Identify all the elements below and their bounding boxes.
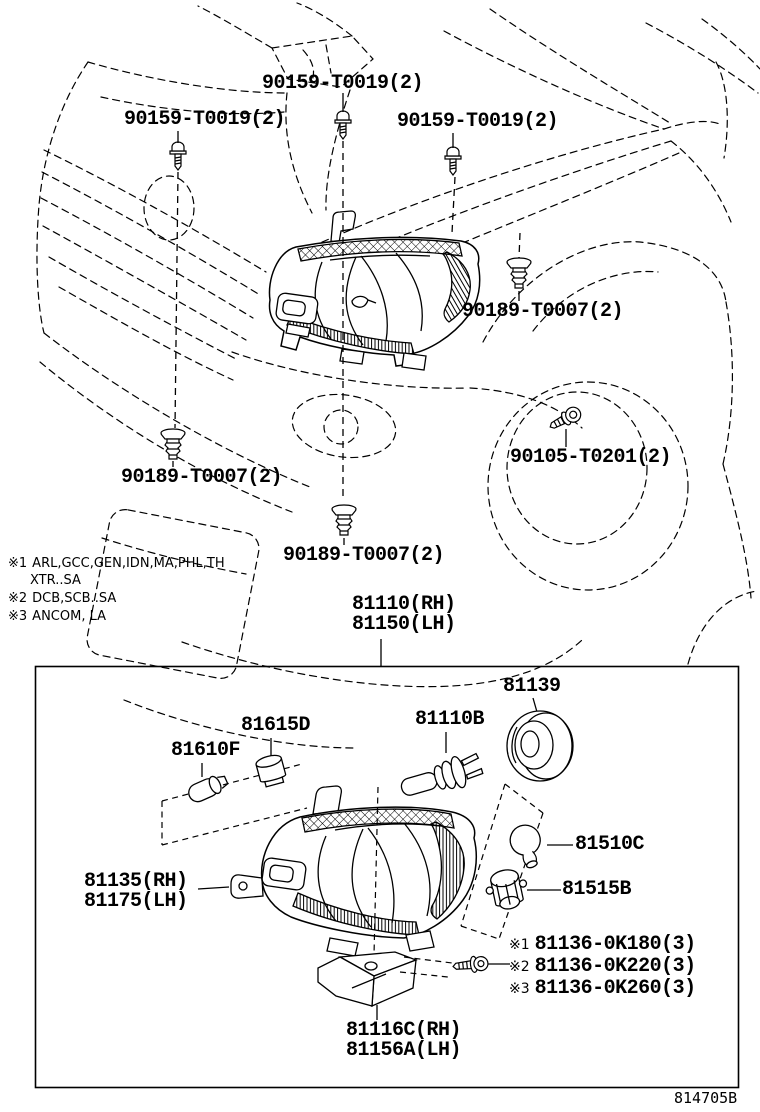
legend-text: DCB,SCB..SA — [32, 591, 117, 606]
label-90189-left[interactable]: 90189-T0007(2) — [121, 466, 283, 489]
label-90159-left[interactable]: 90159-T0019(2) — [124, 108, 286, 131]
socket-drawing — [255, 753, 288, 788]
label-90105[interactable]: 90105-T0201(2) — [510, 446, 672, 469]
label-81615d[interactable]: 81615D — [241, 714, 311, 737]
clearance-bulb-drawing — [186, 772, 230, 805]
label-81515b[interactable]: 81515B — [562, 878, 632, 901]
label-81610f[interactable]: 81610F — [171, 739, 241, 762]
figure-code: 814705B — [674, 1089, 738, 1107]
variant-mark: ※1 — [509, 937, 530, 953]
bolt-icon-top — [335, 111, 351, 139]
legend-line-3 — [8, 609, 106, 625]
variant-part: 81136-0K260(3) — [534, 977, 696, 1000]
legend-text: XTR..SA — [30, 573, 81, 588]
label-81175-lh[interactable]: 81175(LH) — [84, 890, 188, 913]
label-81136-variant-3[interactable] — [509, 977, 696, 1000]
headlamp-assembly-drawing — [231, 786, 476, 956]
legend-mark: ※2 — [8, 591, 28, 606]
variant-part: 81136-0K220(3) — [534, 955, 696, 978]
bolt-icon-left — [170, 142, 186, 170]
front-tire — [488, 382, 688, 590]
label-81139[interactable]: 81139 — [503, 675, 561, 698]
turn-signal-bulb-drawing — [506, 821, 549, 872]
clip-icon-right — [507, 258, 531, 288]
label-90189-right[interactable]: 90189-T0007(2) — [462, 300, 624, 323]
label-81110-rh[interactable]: 81110(RH) — [352, 593, 456, 616]
legend-line-1b — [30, 573, 81, 589]
label-81510c[interactable]: 81510C — [575, 833, 645, 856]
legend-line-1 — [8, 556, 225, 572]
headlamp-drawing-top — [269, 211, 479, 370]
grille-emblem — [144, 176, 194, 240]
cap-drawing — [507, 711, 573, 781]
legend-text: ANCOM, LA — [32, 609, 107, 624]
variant-mark: ※3 — [509, 981, 530, 997]
legend-mark: ※1 — [8, 556, 28, 571]
mounting-screw-icon — [452, 955, 488, 975]
legend-line-2 — [8, 591, 116, 607]
clip-icon-left — [161, 429, 185, 459]
label-81136-variant-1[interactable] — [509, 933, 696, 956]
legend-text: ARL,GCC,GEN,IDN,MA,PHL,TH — [32, 556, 225, 571]
clip-icon-bottom — [332, 505, 356, 535]
bolt-icon-right — [445, 147, 461, 175]
legend-mark: ※3 — [8, 609, 28, 624]
variant-mark: ※2 — [509, 959, 530, 975]
fog-lamp — [288, 388, 400, 464]
label-81135-rh[interactable]: 81135(RH) — [84, 870, 188, 893]
headlamp-bulb-drawing — [397, 750, 485, 803]
variant-part: 81136-0K180(3) — [534, 933, 696, 956]
label-81116c-rh[interactable]: 81116C(RH) — [346, 1019, 462, 1042]
screw-icon-fender — [547, 405, 584, 434]
label-90159-right[interactable]: 90159-T0019(2) — [397, 110, 559, 133]
turn-signal-socket-drawing — [483, 866, 531, 913]
label-90159-top[interactable]: 90159-T0019(2) — [262, 72, 424, 95]
label-81150-lh[interactable]: 81150(LH) — [352, 613, 456, 636]
label-90189-bottom[interactable]: 90189-T0007(2) — [283, 544, 445, 567]
label-81110b[interactable]: 81110B — [415, 708, 485, 731]
label-81136-variant-2[interactable] — [509, 955, 696, 978]
label-81156a-lh[interactable]: 81156A(LH) — [346, 1039, 462, 1062]
bracket-drawing — [318, 952, 416, 1006]
